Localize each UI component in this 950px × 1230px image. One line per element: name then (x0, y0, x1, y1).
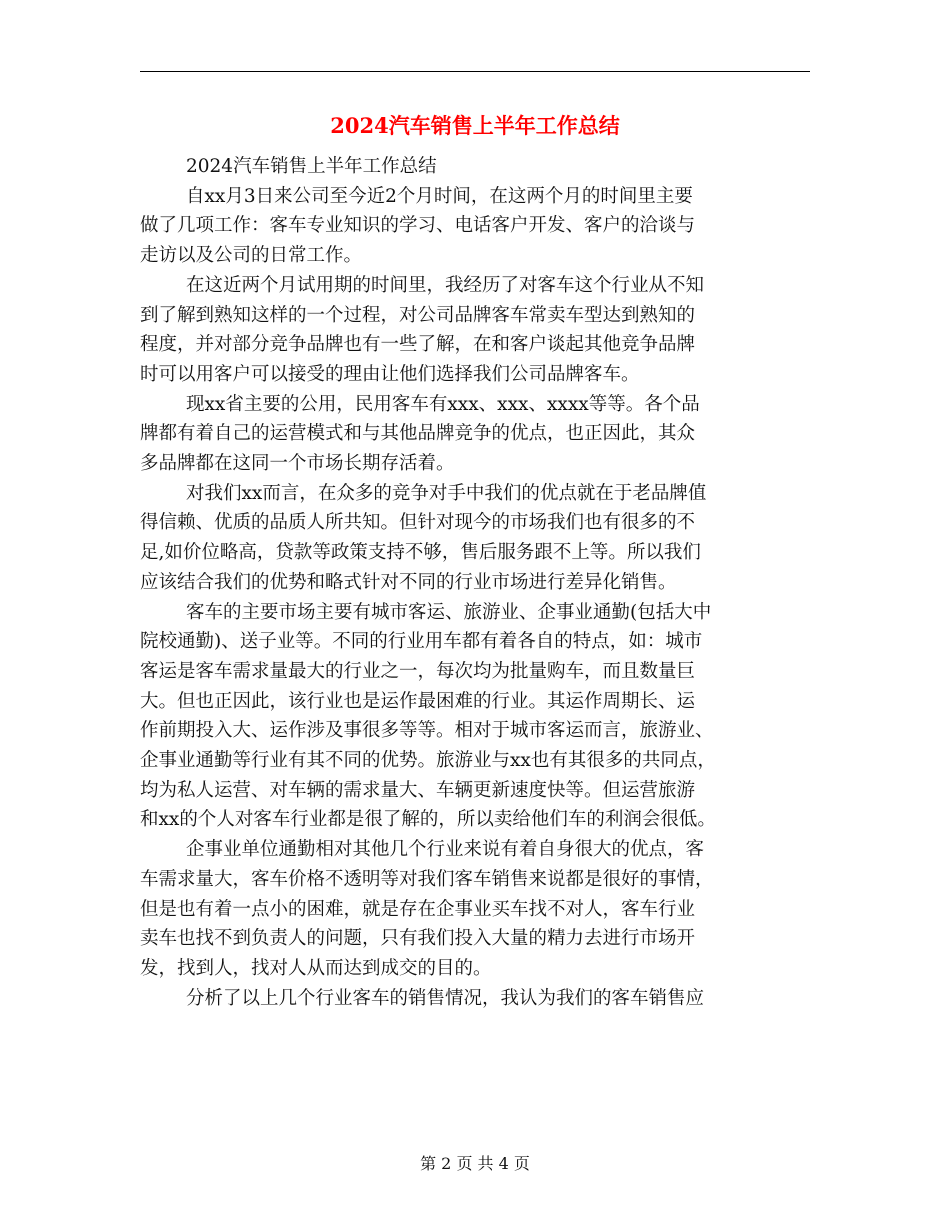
text-line: 院校通勤)、送子业等。不同的行业用车都有着各自的特点，如：城市 (140, 631, 703, 653)
paragraph (140, 152, 812, 182)
paragraph (140, 835, 812, 984)
text-line: 牌都有着自己的运营模式和与其他品牌竞争的优点，也正因此，其众 (140, 423, 696, 445)
paragraph (140, 598, 812, 836)
header-rule (140, 71, 810, 72)
text-line: 均为私人运营、对车辆的需求量大、车辆更新速度快等。但运营旅游 (140, 779, 696, 801)
text-line: 分析了以上几个行业客车的销售情况，我认为我们的客车销售应 (186, 987, 705, 1009)
document-body (140, 152, 812, 1013)
paragraph (140, 984, 812, 1014)
document-title: 2024汽车销售上半年工作总结 (330, 113, 620, 138)
text-line: 足,如价位略高，贷款等政策支持不够，售后服务跟不上等。所以我们 (140, 542, 701, 564)
text-line: 做了几项工作：客车专业知识的学习、电话客户开发、客户的洽谈与 (140, 215, 696, 237)
text-line: 现xx省主要的公用，民用客车有xxx、xxx、xxxx等等。各个品 (186, 393, 700, 415)
text-line: 和xx的个人对客车行业都是很了解的，所以卖给他们车的利润会很低。 (140, 809, 716, 831)
text-line: 大。但也正因此，该行业也是运作最困难的行业。其运作周期长、运 (140, 690, 696, 712)
text-line: 2024汽车销售上半年工作总结 (186, 156, 437, 177)
text-line: 自xx月3日来公司至今近2个月时间，在这两个月的时间里主要 (186, 185, 693, 207)
text-line: 作前期投入大、运作涉及事很多等等。相对于城市客运而言，旅游业、 (140, 720, 714, 742)
paragraph (140, 479, 812, 598)
text-line: 对我们xx而言，在众多的竞争对手中我们的优点就在于老品牌值 (186, 482, 707, 504)
text-line: 但是也有着一点小的困难，就是存在企事业买车找不对人，客车行业 (140, 898, 696, 920)
text-line: 多品牌都在这同一个市场长期存活着。 (140, 453, 455, 475)
paragraph (140, 390, 812, 479)
text-line: 时可以用客户可以接受的理由让他们选择我们公司品牌客车。 (140, 363, 640, 385)
text-line: 企事业单位通勤相对其他几个行业来说有着自身很大的优点，客 (186, 839, 705, 861)
text-line: 在这近两个月试用期的时间里，我经历了对客车这个行业从不知 (186, 274, 705, 296)
paragraph (140, 271, 812, 390)
text-line: 程度，并对部分竞争品牌也有一些了解，在和客户谈起其他竞争品牌 (140, 334, 696, 356)
text-line: 企事业通勤等行业有其不同的优势。旅游业与xx也有其很多的共同点， (140, 750, 716, 772)
paragraph (140, 182, 812, 271)
text-line: 发，找到人，找对人从而达到成交的目的。 (140, 957, 492, 979)
page-footer: 第 2 页 共 4 页 (420, 1154, 530, 1173)
text-line: 车需求量大，客车价格不透明等对我们客车销售来说都是很好的事情， (140, 868, 714, 890)
text-line: 得信赖、优质的品质人所共知。但针对现今的市场我们也有很多的不 (140, 512, 696, 534)
text-line: 卖车也找不到负责人的问题，只有我们投入大量的精力去进行市场开 (140, 928, 696, 950)
text-line: 客车的主要市场主要有城市客运、旅游业、企事业通勤(包括大中 (186, 601, 712, 623)
text-line: 到了解到熟知这样的一个过程，对公司品牌客车常卖车型达到熟知的 (140, 304, 696, 326)
text-line: 走访以及公司的日常工作。 (140, 245, 363, 267)
text-line: 客运是客车需求量最大的行业之一，每次均为批量购车，而且数量巨 (140, 660, 696, 682)
text-line: 应该结合我们的优势和略式针对不同的行业市场进行差异化销售。 (140, 571, 677, 593)
